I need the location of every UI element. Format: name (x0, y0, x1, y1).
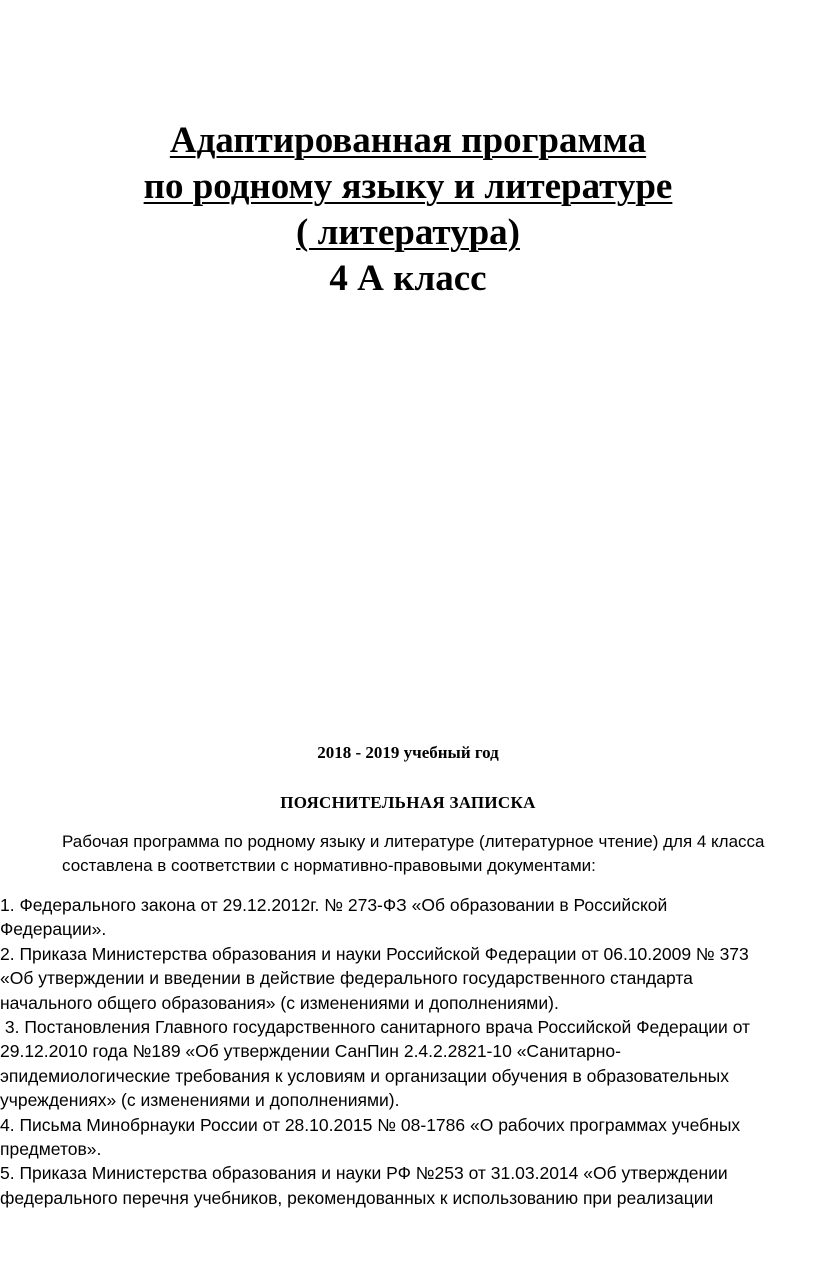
intro-line-2: составлена в соответствии с нормативно-правовыми документами: (62, 856, 596, 875)
document-line: 5. Приказа Министерства образования и науки РФ №253 от 31.03.2014 «Об утверждении (0, 1163, 728, 1184)
school-year: 2018 - 2019 учебный год (317, 743, 499, 762)
document-title (0, 118, 816, 302)
title-line-2: по родному языку и литературе (143, 166, 673, 207)
document-line: Федерации». (0, 919, 107, 940)
explanatory-note-heading: ПОЯСНИТЕЛЬНАЯ ЗАПИСКА (280, 793, 536, 812)
document-line: 29.12.2010 года №189 «Об утверждении СанПин 2.4.2.2821-10 «Санитарно- (0, 1041, 621, 1062)
document-line: 1. Федерального закона от 29.12.2012г. № 273-ФЗ «Об образовании в Российской (0, 895, 668, 915)
document-line: 2. Приказа Министерства образования и науки Российской Федерации от 06.10.2009 № 373 (0, 943, 749, 964)
document-line: учреждениях» (с изменениями и дополнениями). (0, 1090, 400, 1111)
title-line-3: ( литература) (296, 212, 520, 253)
title-line-1: Адаптированная программа (169, 120, 647, 161)
document-line: эпидемиологические требования к условиям и организации обучения в образовательных (0, 1065, 729, 1086)
document-line: начального общего образования» (с изменениями и дополнениями). (0, 992, 559, 1013)
document-line: предметов». (0, 1139, 102, 1160)
intro-paragraph (62, 830, 816, 878)
intro-line-1: Рабочая программа по родному языку и литературе (литературное чтение) для 4 класса (62, 832, 765, 851)
document-line: федерального перечня учебников, рекомендованных к использованию при реализации (0, 1187, 714, 1208)
document-line: «Об утверждении и введении в действие федерального государственного стандарта (0, 968, 693, 989)
title-class: 4 А класс (329, 258, 487, 299)
regulatory-documents-list (0, 893, 816, 1210)
document-line: 4. Письма Минобрнауки России от 28.10.2015 № 08-1786 «О рабочих программах учебных (0, 1114, 741, 1135)
document-line: 3. Постановления Главного государственного санитарного врача Российской Федерации от (0, 1017, 751, 1038)
